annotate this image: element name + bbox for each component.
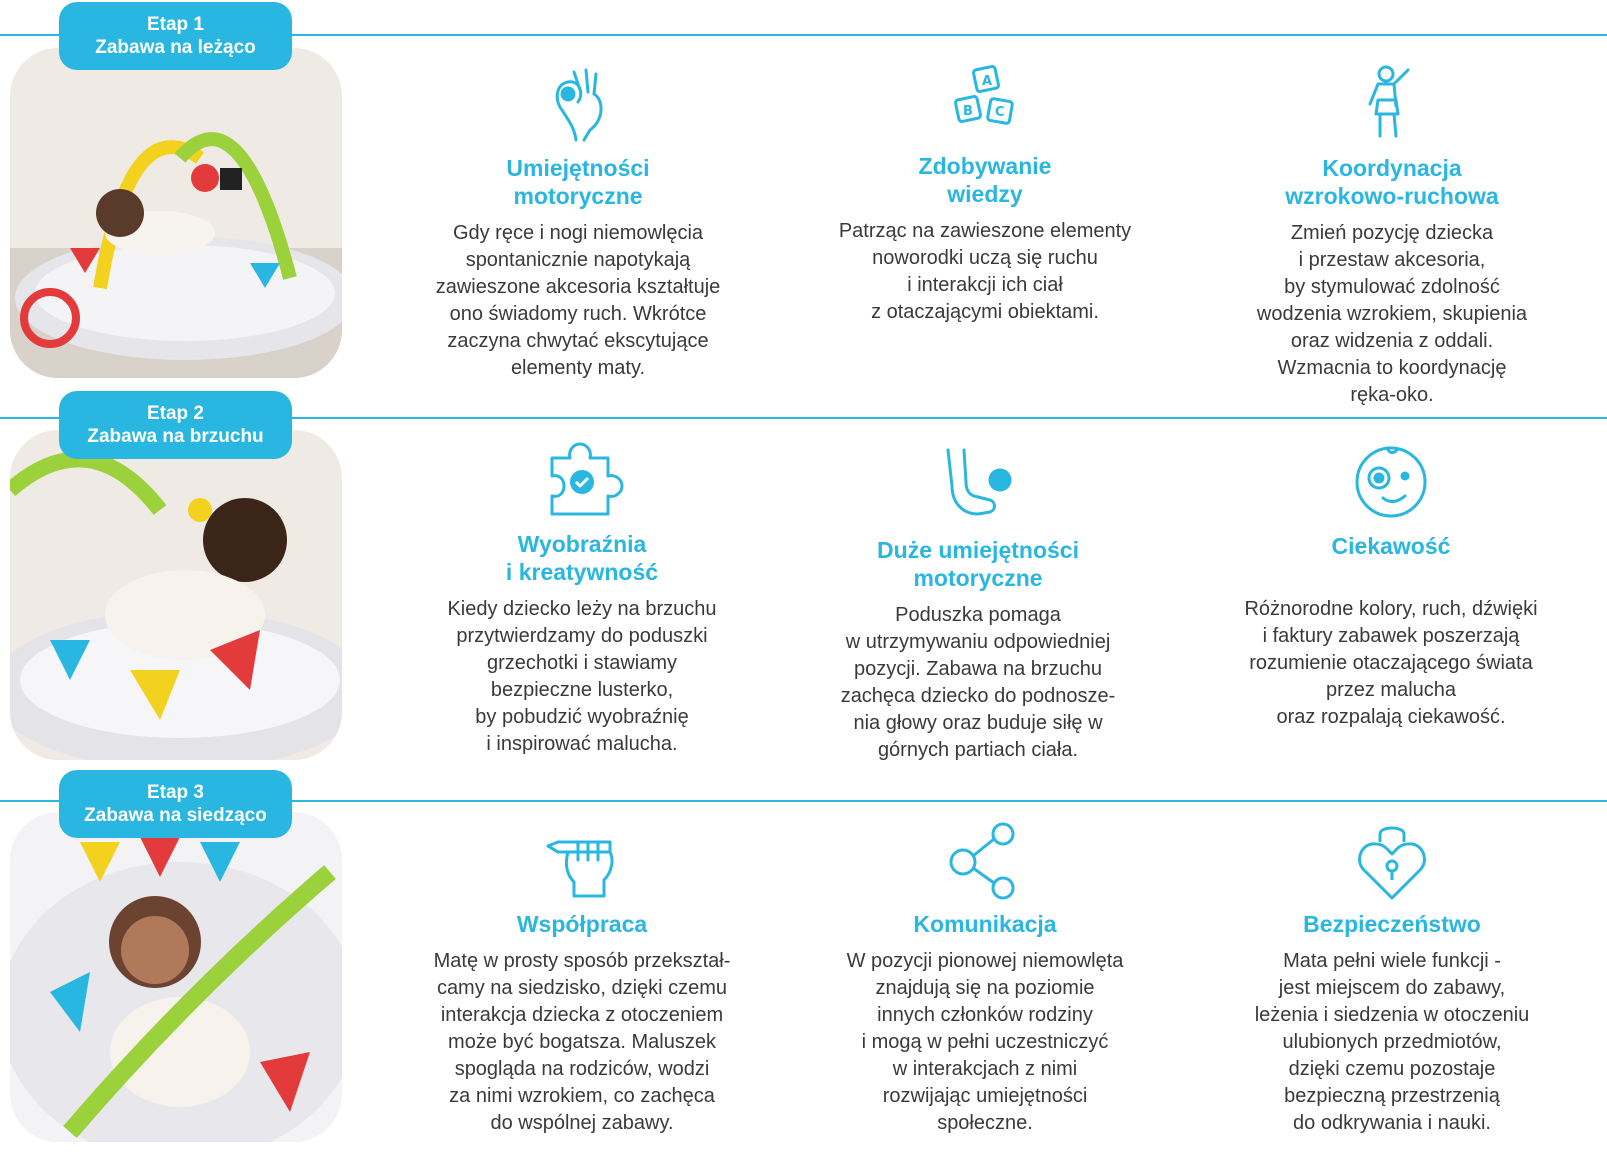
hand-ok-icon xyxy=(534,60,622,148)
feature-title: Umiejętności motoryczne xyxy=(506,155,650,209)
feature-knowledge xyxy=(805,58,1165,326)
feature-gross-motor xyxy=(798,442,1158,764)
baby-face-icon xyxy=(1347,438,1435,526)
feature-title: Współpraca xyxy=(516,911,648,937)
feature-title: Komunikacja xyxy=(913,911,1057,937)
stage-3-photo xyxy=(10,812,342,1142)
feature-safety xyxy=(1212,816,1572,1137)
stage-2-tab xyxy=(59,391,292,459)
feature-cooperation xyxy=(402,816,762,1137)
abc-blocks-icon xyxy=(941,58,1029,146)
baby-lying-on-playmat-image xyxy=(10,48,342,378)
stage-2-number: Etap 2 xyxy=(146,403,205,424)
svg-text:B: B xyxy=(963,104,973,119)
feature-text: Mata pełni wiele funkcji - jest miejscem do zabawy, leżenia i siedzenia w otoczeniu ulubionych przedmiotów, dzięki czemu pozostaje bezpieczną przestrzenią do odkrywania i nauki. xyxy=(1254,950,1530,1134)
stage-1-photo xyxy=(10,48,342,378)
baby-sitting-image xyxy=(10,812,342,1142)
puzzle-check-icon xyxy=(538,436,626,524)
stage-2-label: Zabawa na brzuchu xyxy=(87,426,264,447)
stage-2-photo xyxy=(10,430,342,760)
feature-text: W pozycji pionowej niemowlęta znajdują się na poziomie innych członków rodziny i mogą w pełni uczestniczyć w interakcjach z nimi rozwijając umiejętności społeczne. xyxy=(846,950,1124,1134)
stage-1-label: Zabawa na leżąco xyxy=(95,37,256,58)
heart-lock-icon xyxy=(1348,816,1436,904)
feature-text: Zmień pozycję dziecka i przestaw akcesoria, by stymulować zdolność wodzenia wzrokiem, skupienia oraz widzenia z oddali. Wzmacnia to koordynację ręka-oko. xyxy=(1256,222,1528,406)
foot-ball-icon xyxy=(934,442,1022,530)
feature-text: Poduszka pomaga w utrzymywaniu odpowiedniej pozycji. Zabawa na brzuchu zachęca dziecko do podnosze- nia głowy oraz buduje siłę w górnych partiach ciała. xyxy=(840,604,1116,761)
stage-3-tab xyxy=(59,770,292,838)
feature-text: Matę w prosty sposób przekształ- camy na siedzisko, dzięki czemu interakcja dziecka z otoczeniem może być bogatsza. Maluszek spogląda na rodziców, wodzi za nimi wzrokiem, co zachęca do wspólnej zabawy. xyxy=(433,950,731,1134)
feature-title: Bezpieczeństwo xyxy=(1303,911,1481,937)
feature-eye-hand-coordination xyxy=(1212,60,1572,409)
feature-title: Wyobraźnia i kreatywność xyxy=(505,531,659,585)
stage-1-number: Etap 1 xyxy=(146,14,205,35)
feature-curiosity xyxy=(1211,438,1571,731)
stage-3-label: Zabawa na siedząco xyxy=(84,805,267,826)
feature-text: Różnorodne kolory, ruch, dźwięki i faktury zabawek poszerzają rozumienie otaczającego świata przez malucha oraz rozpalają ciekawość. xyxy=(1244,598,1538,728)
feature-text: Kiedy dziecko leży na brzuchu przytwierdzamy do poduszki grzechotki i stawiamy bezpieczne lusterko, by pobudzić wyobraźnię i inspirować malucha. xyxy=(447,598,717,755)
hand-pencil-icon xyxy=(538,816,626,904)
feature-title: Koordynacja wzrokowo-ruchowa xyxy=(1285,155,1499,209)
share-nodes-icon xyxy=(941,816,1029,904)
feature-communication xyxy=(805,816,1165,1137)
feature-title: Zdobywanie wiedzy xyxy=(918,153,1052,207)
feature-text: Gdy ręce i nogi niemowlęcia spontanicznie napotykają zawieszone akcesoria kształtuje ono świadomy ruch. Wkrótce zaczyna chwytać ekscytujące elementy maty. xyxy=(435,222,721,379)
feature-imagination xyxy=(402,436,762,758)
stage-1-tab xyxy=(59,2,292,70)
feature-title: Ciekawość xyxy=(1331,533,1451,559)
feature-title: Duże umiejętności motoryczne xyxy=(877,537,1079,591)
baby-on-tummy-image xyxy=(10,430,342,760)
svg-text:A: A xyxy=(982,74,993,89)
svg-text:C: C xyxy=(995,105,1005,120)
feature-text: Patrząc na zawieszone elementy noworodki uczą się ruchu i interakcji ich ciał z otaczającymi obiektami. xyxy=(838,220,1132,323)
feature-motor-skills xyxy=(398,60,758,382)
stage-3-number: Etap 3 xyxy=(146,782,205,803)
baby-figure-icon xyxy=(1348,60,1436,148)
